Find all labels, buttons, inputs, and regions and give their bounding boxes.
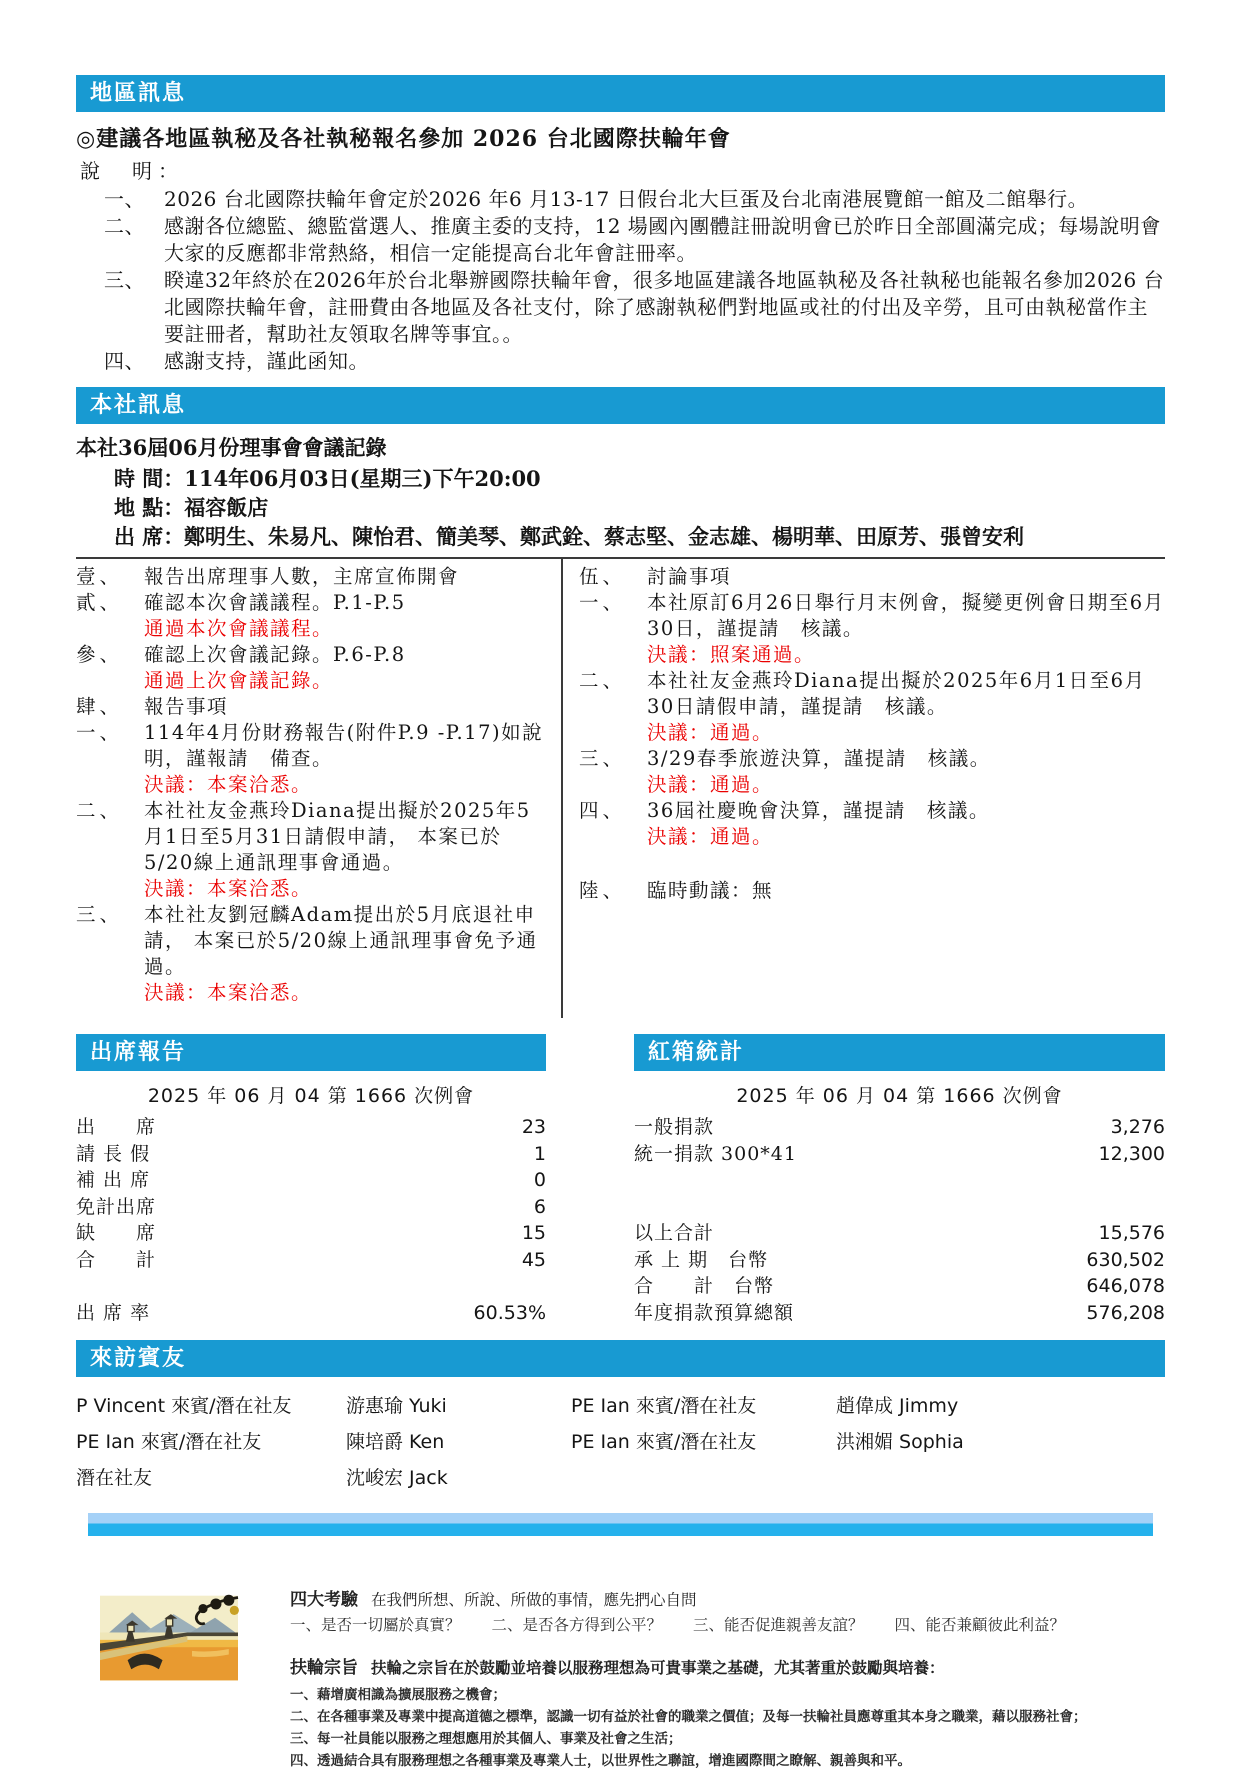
- stat-row: [634, 1247, 1165, 1274]
- stat-value: 0: [533, 1169, 546, 1191]
- minutes-item-text: 本社社友金燕玲Diana提出擬於2025年6月1日至6月30日請假申請，謹提請 核議。: [647, 669, 1146, 718]
- stat-label: 請 長 假: [76, 1142, 151, 1165]
- item-number: 二、: [104, 214, 145, 238]
- panel-gap: [546, 1034, 634, 1326]
- resolution-text: 決議：本案洽悉。: [144, 773, 313, 796]
- minutes-item: [76, 720, 551, 798]
- rotary-purpose-title: 扶輪宗旨: [290, 1658, 358, 1678]
- stat-row: [76, 1247, 546, 1274]
- resolution-text: 通過本次會議議程。: [144, 617, 334, 640]
- footer-text: [290, 1588, 1141, 1772]
- purpose-item: 四、透過結合具有服務理想之各種事業及專業人士，以世界性之聯誼，增進國際間之瞭解、親善與和平。: [290, 1753, 911, 1769]
- minutes-item-number: 貳、: [76, 591, 124, 614]
- item-number: 四、: [104, 349, 145, 373]
- minutes-item: [76, 694, 551, 720]
- guest-cell: [571, 1463, 836, 1499]
- minutes-item-number: 四、: [579, 799, 627, 822]
- district-item: [104, 213, 1165, 267]
- item-text: 睽違32年終於在2026年於台北舉辦國際扶輪年會，很多地區建議各地區執秘及各社執秘也能報名參加2026 台北國際扶輪年會，註冊費由各地區及各社支付，除了感謝執秘們對地區或社的付出及辛勞，且可由執秘當作主要註冊者，幫助社友領取名牌等事宜。。: [164, 268, 1165, 346]
- guest-cell: 趙偉成 Jimmy: [836, 1395, 959, 1417]
- guest-cell: 陳培爵 Ken: [346, 1431, 445, 1453]
- explain-label: 說 明：: [80, 159, 184, 183]
- minutes-item-text: 本社社友劉冠麟Adam提出於5月底退社申請， 本案已於5/20線上通訊理事會免予通過。: [144, 903, 538, 978]
- stat-row: [76, 1220, 546, 1247]
- four-way-test-line: [290, 1588, 1141, 1612]
- attendance-header: 出席報告: [76, 1034, 546, 1071]
- stat-value: 60.53%: [473, 1301, 546, 1324]
- stat-value: 576,208: [1086, 1301, 1165, 1324]
- minutes-item-number: 伍、: [579, 565, 627, 588]
- minutes-item: [76, 902, 551, 1006]
- minutes-item: [579, 798, 1165, 850]
- minutes-item-number: 二、: [579, 669, 627, 692]
- district-item: [104, 186, 1165, 213]
- minutes-item-number: 三、: [76, 903, 124, 926]
- footer: [100, 1588, 1141, 1772]
- district-item: [104, 348, 1165, 375]
- minutes-item: [76, 590, 551, 642]
- district-item: [104, 267, 1165, 348]
- stat-label: 以上合計: [634, 1222, 715, 1244]
- guest-cell: [836, 1463, 1165, 1499]
- stat-row: [76, 1114, 546, 1141]
- minutes-item-text: 討論事項: [647, 565, 732, 588]
- four-way-test-title: 四大考驗: [290, 1590, 358, 1610]
- stat-value: 15,576: [1098, 1222, 1165, 1244]
- stats-section: [76, 1034, 1165, 1326]
- stat-row: [634, 1167, 1165, 1194]
- attendance-subtitle: 2025 年 06 月 04 第 1666 次例會: [147, 1085, 475, 1107]
- purpose-item: 三、每一社員能以服務之理想應用於其個人、事業及社會之生活；: [290, 1731, 682, 1747]
- stat-value: 12,300: [1098, 1142, 1165, 1165]
- minutes-item-number: 一、: [76, 721, 124, 744]
- district-news-header: 地區訊息: [76, 75, 1165, 112]
- meeting-minutes-title: 本社36屆06月份理事會會議記錄: [76, 435, 387, 460]
- minutes-item-text: 報告出席理事人數，主席宣佈開會: [144, 565, 460, 588]
- minutes-item-text: 本社社友金燕玲Diana提出擬於2025年5月1日至5月31日請假申請， 本案已於5/20線上通訊理事會通過。: [144, 799, 531, 874]
- purpose-item: 一、藉增廣相識為擴展服務之機會；: [290, 1687, 506, 1703]
- minutes-item: [579, 590, 1165, 668]
- item-text: 2026 台北國際扶輪年會定於2026 年6 月13-17 日假台北大巨蛋及台北南港展覽館一館及二館舉行。: [164, 187, 1089, 211]
- resolution-text: 決議：通過。: [647, 825, 774, 848]
- stat-row: [76, 1300, 546, 1327]
- minutes-item-text: 臨時動議：無: [647, 879, 774, 902]
- rotary-purpose-intro: 扶輪之宗旨在於鼓勵並培養以服務理想為可貴事業之基礎，尤其著重於鼓勵與培養：: [370, 1659, 945, 1677]
- item-number: 一、: [104, 187, 145, 211]
- gradient-divider: [88, 1513, 1153, 1536]
- four-way-test-questions: 一、是否一切屬於真實？ 二、是否各方得到公平？ 三、能否促進親善友誼？ 四、能否兼顧彼此利益？: [290, 1616, 1066, 1634]
- stat-value: 646,078: [1086, 1275, 1165, 1297]
- attendees-label: 出 席：: [114, 524, 185, 549]
- resolution-text: 決議：照案通過。: [647, 643, 816, 666]
- meeting-attendees: [114, 522, 1165, 551]
- stat-row: [634, 1114, 1165, 1141]
- guests-table: [76, 1391, 1165, 1499]
- meeting-place: 地 點：福容飯店: [114, 495, 269, 520]
- stat-label: 合 計: [76, 1248, 157, 1271]
- minutes-item-number: 肆、: [76, 695, 124, 718]
- resolution-text: 決議：通過。: [647, 721, 774, 744]
- minutes-item-number: 一、: [579, 591, 627, 614]
- minutes-item: [579, 668, 1165, 746]
- purpose-item: 二、在各種事業及專業中提高道德之標準，認識一切有益於社會的職業之價值；及每一扶輪社員應尊重其本身之職業，藉以服務社會；: [290, 1709, 1087, 1725]
- stat-value: 3,276: [1110, 1116, 1165, 1138]
- stat-row: [634, 1220, 1165, 1247]
- minutes-item: [579, 878, 1165, 904]
- stat-label: 缺 席: [76, 1222, 157, 1244]
- minutes-item: [76, 642, 551, 694]
- guest-cell: 游惠瑜 Yuki: [346, 1395, 447, 1417]
- stat-row: [634, 1273, 1165, 1300]
- stat-row: [76, 1141, 546, 1168]
- stat-row: [634, 1141, 1165, 1168]
- minutes-item-text: 報告事項: [144, 695, 229, 718]
- stat-label: 年度捐款預算總額: [634, 1301, 795, 1324]
- stat-label: 補 出 席: [76, 1169, 151, 1191]
- stat-row: [76, 1167, 546, 1194]
- stat-value: 15: [521, 1222, 546, 1244]
- club-news-header: 本社訊息: [76, 387, 1165, 424]
- attendees-names: 鄭明生、朱易凡、陳怡君、簡美琴、鄭武銓、蔡志堅、金志雄、楊明華、田原芳、張曾安利: [184, 524, 1024, 549]
- minutes-item-number: 壹、: [76, 565, 124, 588]
- minutes-item: [76, 564, 551, 590]
- minutes-item-number: 三、: [579, 747, 627, 770]
- stat-value: 1: [533, 1142, 546, 1165]
- minutes-item-number: 二、: [76, 799, 124, 822]
- resolution-text: 決議：本案洽悉。: [144, 877, 313, 900]
- district-news-headline: ◎建議各地區執秘及各社執秘報名參加 2026 台北國際扶輪年會: [76, 126, 731, 152]
- stat-value: 630,502: [1086, 1248, 1165, 1271]
- attendance-panel: [76, 1034, 546, 1326]
- item-text: 感謝各位總監、總監當選人、推廣主委的支持，12 場國內團體註冊說明會已於昨日全部圓滿完成；每場說明會大家的反應都非常熱絡，相信一定能提高台北年會註冊率。: [164, 214, 1161, 265]
- rotary-purpose: [290, 1656, 1141, 1772]
- stat-row: [76, 1194, 546, 1221]
- minutes-item-number: 陸、: [579, 879, 627, 902]
- minutes-columns: [76, 557, 1165, 1018]
- guest-cell: 洪湘媚 Sophia: [836, 1431, 964, 1453]
- stat-value: 23: [521, 1116, 546, 1138]
- rotary-purpose-line: [290, 1656, 1141, 1680]
- minutes-item-text: 3/29春季旅遊決算，謹提請 核議。: [647, 747, 991, 770]
- four-way-test-intro: 在我們所想、所說、所做的事情，應先捫心自問: [370, 1591, 697, 1609]
- redbox-subtitle: 2025 年 06 月 04 第 1666 次例會: [736, 1085, 1063, 1107]
- stat-label: 合 計 台幣: [634, 1275, 775, 1297]
- minutes-item-number: 參、: [76, 643, 124, 666]
- stat-label: 出 席 率: [76, 1301, 151, 1324]
- stat-row: [634, 1300, 1165, 1327]
- stat-label: 免計出席: [76, 1195, 157, 1218]
- item-text: 感謝支持，謹此函知。: [164, 349, 369, 373]
- meeting-time: 時 間：114年06月03日(星期三)下午20:00: [114, 466, 541, 491]
- guest-cell: PE Ian 來賓/潛在社友: [571, 1395, 757, 1417]
- stat-value: 45: [521, 1248, 546, 1271]
- bridge-painting-image: [100, 1592, 238, 1684]
- stat-row: [76, 1273, 546, 1300]
- stat-row: [634, 1194, 1165, 1221]
- minutes-item-text: 114年4月份財務報告(附件P.9 -P.17)如說明，謹報請 備查。: [144, 721, 544, 770]
- minutes-item: [579, 746, 1165, 798]
- rotary-purpose-items: [290, 1684, 1141, 1772]
- minutes-right-column: [563, 559, 1165, 1018]
- guests-header: 來訪賓友: [76, 1340, 1165, 1377]
- guest-cell: PE Ian 來賓/潛在社友: [571, 1431, 757, 1453]
- guest-cell: 潛在社友: [76, 1467, 153, 1489]
- minutes-item-text: 本社原訂6月26日舉行月末例會，擬變更例會日期至6月30日，謹提請 核議。: [647, 591, 1165, 640]
- minutes-item-text: 36屆社慶晚會決算，謹提請 核議。: [647, 799, 990, 822]
- stat-label: 承 上 期 台幣: [634, 1248, 769, 1271]
- minutes-item: [579, 564, 1165, 590]
- stat-label: 出 席: [76, 1116, 157, 1138]
- guest-cell: PE Ian 來賓/潛在社友: [76, 1431, 262, 1453]
- resolution-text: 通過上次會議記錄。: [144, 669, 334, 692]
- resolution-text: 決議：通過。: [647, 773, 774, 796]
- minutes-left-column: [76, 559, 563, 1018]
- resolution-text: 決議：本案洽悉。: [144, 981, 313, 1004]
- redbox-header: 紅箱統計: [634, 1034, 1165, 1071]
- minutes-item: [76, 798, 551, 902]
- stat-label: 一般捐款: [634, 1116, 715, 1138]
- redbox-panel: [634, 1034, 1165, 1326]
- guest-cell: 沈峻宏 Jack: [346, 1467, 448, 1489]
- minutes-item-text: 確認上次會議記錄。P.6-P.8: [144, 643, 406, 666]
- stat-value: 6: [533, 1195, 546, 1218]
- minutes-item-text: 確認本次會議議程。P.1-P.5: [144, 591, 406, 614]
- stat-label: 統一捐款 300*41: [634, 1142, 797, 1165]
- item-number: 三、: [104, 268, 145, 292]
- guest-cell: P Vincent 來賓/潛在社友: [76, 1395, 292, 1417]
